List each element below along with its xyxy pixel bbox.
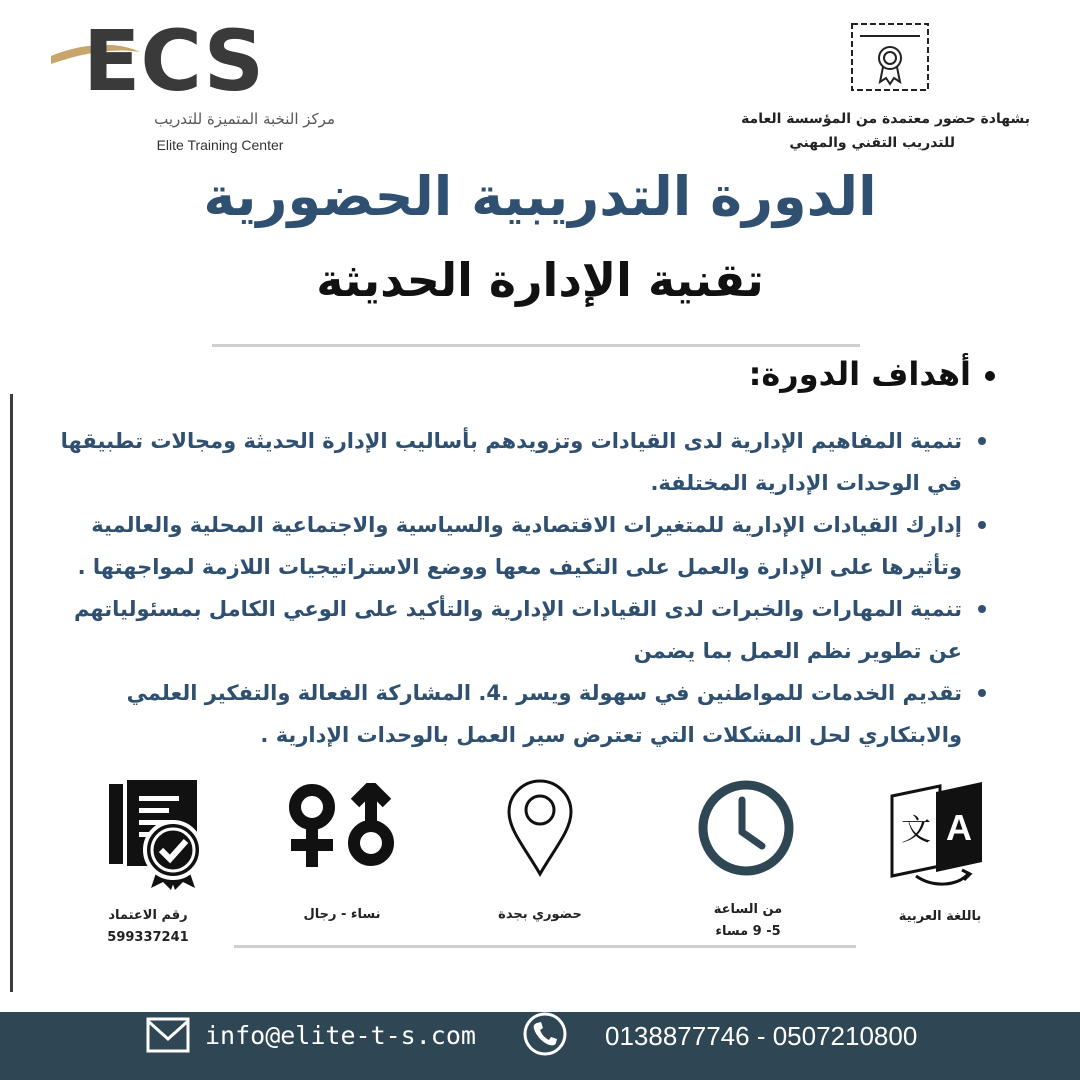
features-divider <box>234 945 856 948</box>
accreditation-number: 599337241 <box>107 930 189 945</box>
goal-item: تنمية المهارات والخبرات لدى القيادات الإدارية والتأكيد على الوعي الكامل بمسئولياتهم عن تطوير نظم العمل بما يضمن <box>40 588 990 672</box>
phone-icon <box>522 1011 568 1057</box>
time-label-line-2: 5- 9 مساء <box>715 924 781 939</box>
language-label: باللغة العربية <box>898 909 982 924</box>
certificate-line-2: للتدريب التقني والمهني <box>789 135 955 151</box>
course-subtitle: تقنية الإدارة الحديثة <box>316 253 764 307</box>
goals-heading <box>640 355 995 393</box>
title-divider <box>212 344 860 347</box>
svg-text:A: A <box>946 807 972 848</box>
logo-arabic-name: مركز النخبة المتميزة للتدريب <box>154 110 335 128</box>
mail-icon <box>146 1017 190 1053</box>
course-title: الدورة التدريبية الحضورية <box>203 165 877 228</box>
side-divider <box>10 394 13 992</box>
accreditation-icon <box>107 778 212 890</box>
goal-item: تقديم الخدمات للمواطنين في سهولة ويسر .4. المشاركة الفعالة والتفكير العلمي والابتكاري لحل المشكلات التي تعترض سير العمل بالوحدات الإدارية . <box>40 672 990 756</box>
logo-letters: ECS <box>83 12 265 102</box>
email-address[interactable]: info@elite-t-s.com <box>205 1021 476 1050</box>
clock-icon <box>696 778 796 878</box>
location-pin-icon <box>505 778 575 878</box>
gender-label: نساء - رجال <box>303 907 381 922</box>
accreditation-label <box>68 905 228 949</box>
time-label <box>668 899 828 943</box>
goal-item: إدارك القيادات الإدارية للمتغيرات الاقتصادية والسياسية والاجتماعية المحلية والعالمية وتأثيرها على الإدارة والعمل على التكيف معها ووضع الاستراتيجيات اللازمة لمواجهتها . <box>40 504 990 588</box>
heading-bullet <box>985 371 995 381</box>
svg-text:文: 文 <box>901 813 931 848</box>
certificate-note <box>720 107 1030 155</box>
certificate-line-1: بشهادة حضور معتمدة من المؤسسة العامة <box>741 111 1030 127</box>
phone-numbers[interactable]: 0138877746 - 0507210800 <box>605 1021 918 1051</box>
certificate-icon <box>850 22 930 92</box>
logo-english-name: Elite Training Center <box>156 137 284 153</box>
time-label-line-1: من الساعة <box>713 902 783 917</box>
goal-item: تنمية المفاهيم الإدارية لدى القيادات وتزويدهم بأساليب الإدارة الحديثة ومجالات تطبيقها في الوحدات الإدارية المختلفة. <box>40 420 990 504</box>
location-label: حضوري بجدة <box>498 907 582 922</box>
goals-heading-text: أهداف الدورة: <box>748 355 971 393</box>
logo <box>45 12 335 153</box>
goals-list <box>40 420 990 756</box>
ecs-logo-mark <box>45 12 295 102</box>
gender-icon <box>285 783 395 868</box>
translate-icon <box>888 778 988 886</box>
accreditation-label-text: رقم الاعتماد <box>108 908 188 923</box>
